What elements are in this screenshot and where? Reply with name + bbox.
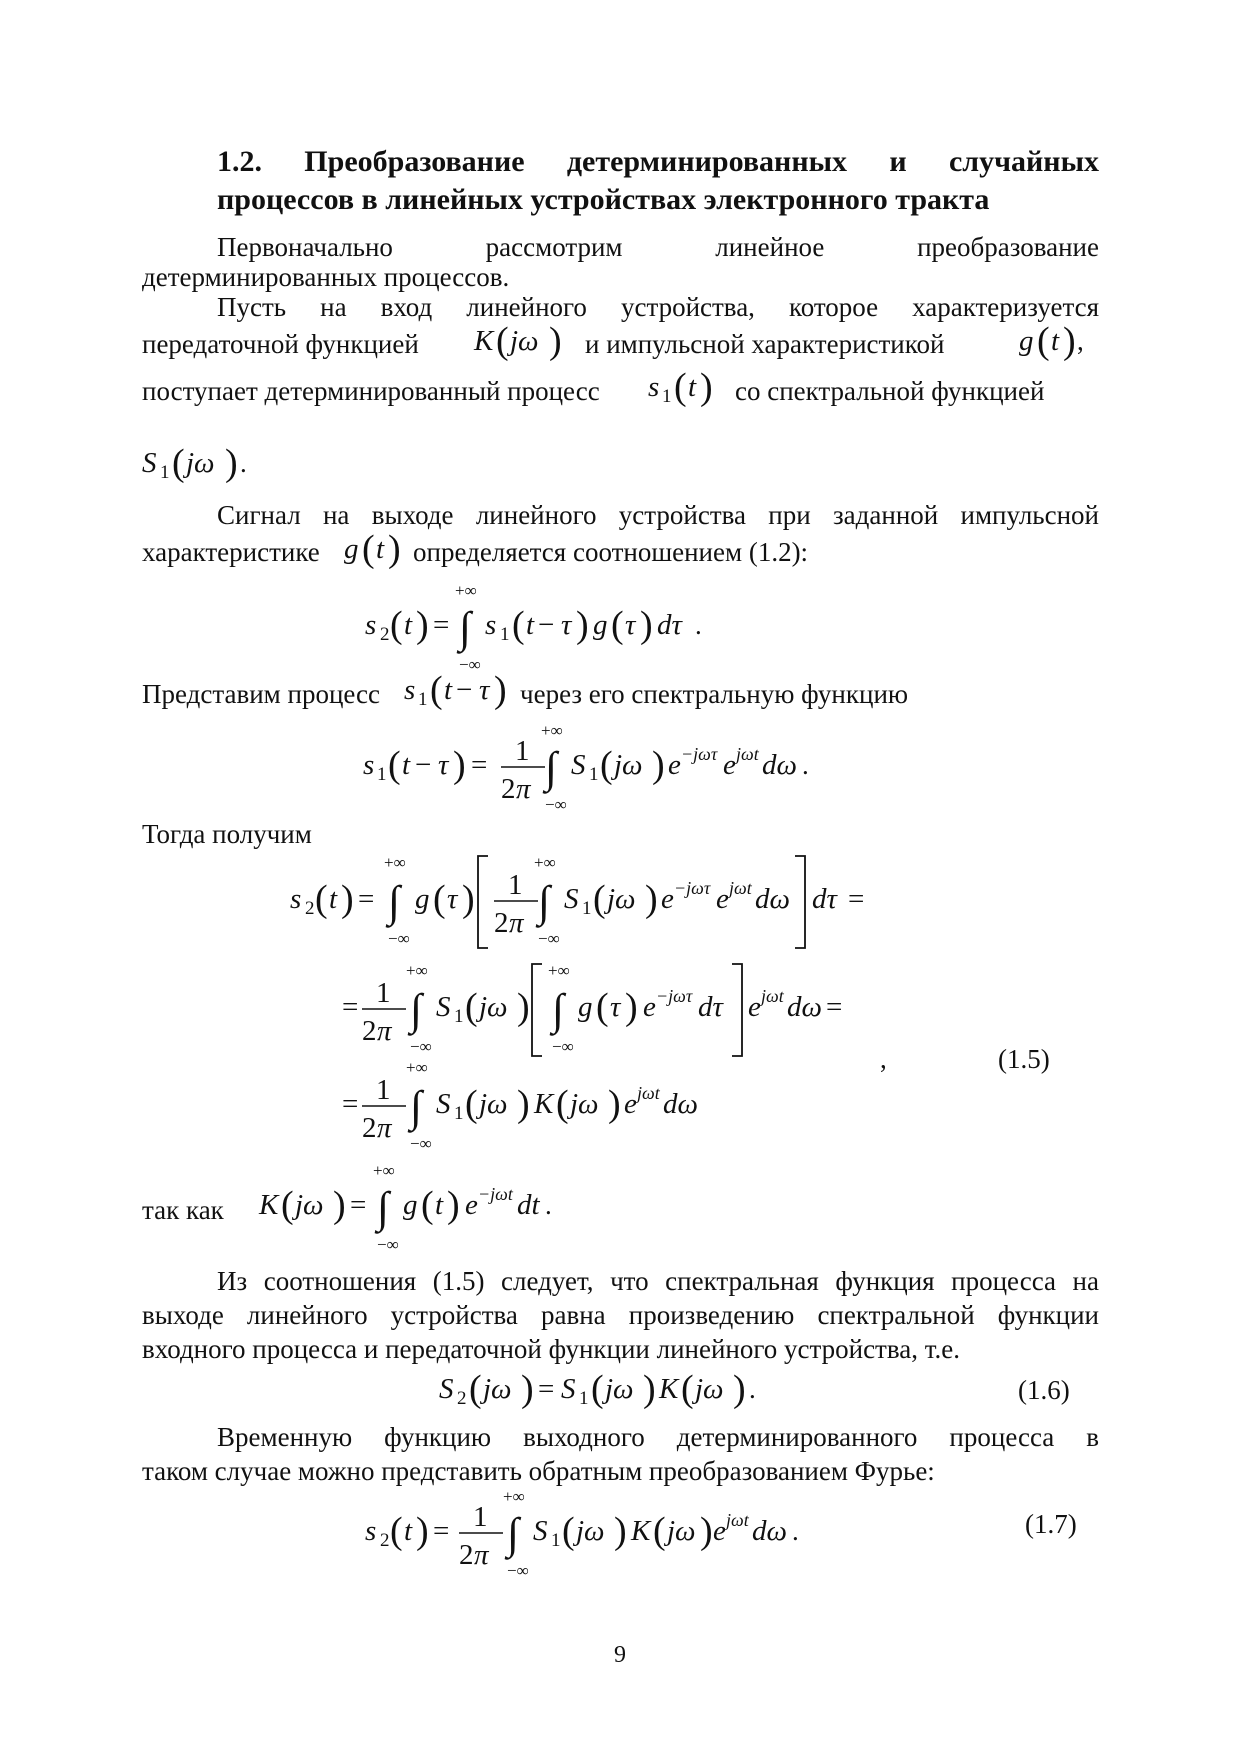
- svg-text:e: e: [723, 749, 736, 781]
- svg-text:s: s: [485, 609, 497, 641]
- svg-text:S: S: [436, 1088, 451, 1120]
- svg-text:): ): [640, 604, 653, 646]
- equation-1-7: [355, 1484, 875, 1584]
- paragraph-3-line2b: определяется соотношением (1.2):: [413, 537, 809, 567]
- svg-text:K: K: [259, 1189, 279, 1221]
- inline-impulse-response: [1015, 318, 1105, 368]
- section-title-line2: процессов в линейных устройствах электронного тракта: [217, 183, 990, 216]
- svg-text:.: .: [792, 1516, 799, 1546]
- svg-text:jω: jω: [605, 1373, 634, 1405]
- svg-text:(: (: [512, 604, 525, 646]
- svg-text:): ): [341, 878, 354, 920]
- svg-text:(: (: [562, 1510, 575, 1552]
- svg-text:=: =: [848, 883, 865, 915]
- svg-text:+∞: +∞: [534, 853, 556, 872]
- svg-text:τ: τ: [561, 609, 572, 641]
- svg-text:+∞: +∞: [406, 1058, 428, 1077]
- svg-text:dω: dω: [755, 883, 790, 915]
- svg-text:dτ: dτ: [698, 991, 723, 1023]
- svg-text:∫: ∫: [538, 877, 551, 926]
- equation-spectral-representation: [355, 718, 855, 818]
- svg-text:(: (: [674, 366, 687, 408]
- svg-text:): ): [549, 320, 562, 362]
- svg-text:∫: ∫: [459, 603, 472, 652]
- svg-text:K: K: [474, 325, 494, 357]
- svg-text:−jωt: −jωt: [478, 1184, 513, 1204]
- svg-text:−∞: −∞: [388, 929, 410, 948]
- svg-text:−jωτ: −jωτ: [681, 744, 718, 764]
- svg-text:1: 1: [377, 764, 387, 785]
- svg-text:): ): [453, 744, 466, 786]
- svg-text:(: (: [593, 878, 606, 920]
- svg-text:τ: τ: [610, 991, 621, 1023]
- svg-text:+∞: +∞: [384, 853, 406, 872]
- svg-text:∫: ∫: [388, 877, 401, 926]
- svg-text:π: π: [474, 1539, 489, 1571]
- svg-text:e: e: [465, 1189, 478, 1221]
- svg-text:(: (: [281, 1184, 294, 1226]
- svg-text:τ: τ: [625, 609, 636, 641]
- paragraph-3-line2a: характеристике: [142, 537, 320, 567]
- svg-text:=: =: [342, 1088, 359, 1120]
- svg-text:(: (: [556, 1083, 569, 1125]
- svg-text:−∞: −∞: [552, 1037, 574, 1056]
- svg-text:dω: dω: [787, 991, 822, 1023]
- paragraph-1-line1: Первоначально рассмотрим линейное преобразование: [217, 232, 1099, 262]
- svg-text:g: g: [1019, 325, 1034, 357]
- svg-text:S: S: [436, 991, 451, 1023]
- svg-text:jω: jω: [667, 1515, 696, 1547]
- equation-1-5-number: (1.5): [998, 1044, 1050, 1074]
- svg-text:1: 1: [473, 1501, 488, 1533]
- svg-text:=: =: [433, 1515, 450, 1547]
- svg-text:(: (: [611, 604, 624, 646]
- svg-text:): ): [1063, 320, 1076, 362]
- paragraph-8-line1: Временную функцию выходного детерминированного процесса в: [217, 1422, 1099, 1452]
- svg-text:): ): [388, 528, 401, 570]
- svg-text:S: S: [561, 1373, 576, 1405]
- svg-text:): ): [700, 366, 713, 408]
- svg-text:s: s: [363, 749, 375, 781]
- svg-text:−: −: [415, 749, 432, 781]
- svg-text:dτ: dτ: [657, 609, 682, 641]
- svg-text:g: g: [578, 991, 593, 1023]
- svg-text:): ): [521, 1368, 534, 1410]
- svg-text:2: 2: [494, 907, 509, 939]
- svg-text:2: 2: [380, 1530, 390, 1551]
- svg-text:(: (: [469, 1368, 482, 1410]
- svg-text:.: .: [695, 610, 702, 640]
- svg-text:=: =: [350, 1189, 367, 1221]
- svg-text:+∞: +∞: [406, 961, 428, 980]
- svg-text:∫: ∫: [552, 985, 565, 1034]
- svg-text:−∞: −∞: [377, 1235, 399, 1254]
- paragraph-5-line1: Тогда получим: [142, 819, 312, 849]
- svg-text:2: 2: [501, 773, 516, 805]
- svg-text:dω: dω: [663, 1088, 698, 1120]
- svg-text:t: t: [402, 749, 411, 781]
- svg-text:.: .: [240, 448, 247, 478]
- svg-text:s: s: [365, 1515, 377, 1547]
- svg-text:+∞: +∞: [455, 581, 477, 600]
- svg-text:2: 2: [457, 1388, 467, 1409]
- svg-text:): ): [576, 604, 589, 646]
- svg-text:−jωτ: −jωτ: [674, 878, 711, 898]
- svg-text:g: g: [344, 533, 359, 565]
- svg-text:+∞: +∞: [541, 721, 563, 740]
- svg-text:S: S: [142, 447, 157, 479]
- svg-text:): ): [416, 1510, 429, 1552]
- svg-text:.: .: [802, 750, 809, 780]
- svg-text:jω: jω: [570, 1088, 599, 1120]
- svg-text:,: ,: [1077, 326, 1084, 356]
- svg-text:(: (: [600, 744, 613, 786]
- section-title-line1: 1.2. Преобразование детерминированных и случайных: [217, 145, 1099, 178]
- svg-text:g: g: [403, 1189, 418, 1221]
- svg-text:): ): [494, 669, 507, 711]
- svg-text:(: (: [596, 986, 609, 1028]
- equation-1-7-number: (1.7): [1025, 1509, 1077, 1539]
- svg-text:1: 1: [500, 624, 510, 645]
- svg-text:1: 1: [582, 898, 592, 919]
- equation-convolution: [355, 578, 755, 678]
- svg-text:2: 2: [380, 624, 390, 645]
- svg-text:jωt: jωt: [761, 986, 784, 1006]
- svg-text:π: π: [509, 907, 524, 939]
- svg-text:1: 1: [662, 386, 672, 407]
- svg-text:=: =: [342, 991, 359, 1023]
- svg-text:.: .: [545, 1190, 552, 1220]
- svg-text:jω: jω: [510, 325, 539, 357]
- paragraph-2-line3b: со спектральной функцией: [735, 376, 1045, 406]
- paragraph-7-line2: выходе линейного устройства равна произведению спектральной функции: [142, 1300, 1099, 1330]
- svg-text:): ): [608, 1083, 621, 1125]
- page-number: 9: [614, 1642, 626, 1668]
- svg-text:=: =: [433, 609, 450, 641]
- paragraph-7-line1: Из соотношения (1.5) следует, что спектральная функция процесса на: [217, 1266, 1099, 1296]
- svg-text:jωt: jωt: [637, 1083, 660, 1103]
- svg-text:1: 1: [160, 462, 170, 483]
- svg-text:S: S: [533, 1515, 548, 1547]
- svg-text:+∞: +∞: [503, 1487, 525, 1506]
- equation-transfer-function-definition: [255, 1158, 595, 1258]
- svg-text:−∞: −∞: [545, 795, 567, 814]
- svg-text:τ: τ: [447, 883, 458, 915]
- svg-text:g: g: [593, 609, 608, 641]
- equation-1-6: [435, 1362, 795, 1418]
- svg-text:s: s: [404, 674, 416, 706]
- svg-text:(: (: [1037, 320, 1050, 362]
- svg-text:dω: dω: [752, 1515, 787, 1547]
- svg-text:−∞: −∞: [538, 929, 560, 948]
- svg-text:1: 1: [418, 689, 428, 710]
- svg-text:1: 1: [454, 1006, 464, 1027]
- svg-text:−jωτ: −jωτ: [656, 986, 693, 1006]
- svg-text:−: −: [456, 674, 473, 706]
- svg-text:t: t: [404, 609, 413, 641]
- svg-text:1: 1: [579, 1388, 589, 1409]
- svg-text:dτ: dτ: [812, 883, 837, 915]
- svg-text:jω: jω: [483, 1373, 512, 1405]
- svg-text:τ: τ: [479, 674, 490, 706]
- svg-text:=: =: [826, 991, 843, 1023]
- svg-text:(: (: [172, 442, 185, 484]
- svg-text:t: t: [329, 883, 338, 915]
- svg-text:jω: jω: [614, 749, 643, 781]
- svg-text:(: (: [465, 1083, 478, 1125]
- paragraph-2-line3a: поступает детерминированный процесс: [142, 376, 600, 406]
- svg-text:): ): [652, 744, 665, 786]
- svg-text:jω: jω: [576, 1515, 605, 1547]
- svg-text:−∞: −∞: [410, 1037, 432, 1056]
- svg-text:(: (: [433, 878, 446, 920]
- svg-text:e: e: [643, 991, 656, 1023]
- svg-text:(: (: [591, 1368, 604, 1410]
- svg-text:jω: jω: [695, 1373, 724, 1405]
- svg-text:jω: jω: [186, 447, 215, 479]
- svg-text:1: 1: [515, 735, 530, 767]
- svg-text:): ): [447, 1184, 460, 1226]
- svg-text:(: (: [465, 986, 478, 1028]
- svg-text:): ): [416, 604, 429, 646]
- paragraph-4-line1a: Представим процесс: [142, 679, 381, 709]
- svg-text:e: e: [624, 1088, 637, 1120]
- inline-g-t: [340, 526, 410, 576]
- svg-text:2: 2: [305, 898, 315, 919]
- svg-text:s: s: [365, 609, 377, 641]
- svg-text:S: S: [564, 883, 579, 915]
- svg-text:t: t: [435, 1189, 444, 1221]
- svg-text:t: t: [444, 674, 453, 706]
- paragraph-8-line2: таком случае можно представить обратным преобразованием Фурье:: [142, 1456, 935, 1486]
- svg-text:jωt: jωt: [726, 1510, 749, 1530]
- paragraph-2-line1: Пусть на вход линейного устройства, которое характеризуется: [217, 292, 1099, 322]
- svg-text:(: (: [496, 320, 509, 362]
- svg-text:t: t: [1051, 325, 1060, 357]
- svg-text:π: π: [516, 773, 531, 805]
- svg-text:∫: ∫: [545, 743, 558, 792]
- svg-text:∫: ∫: [377, 1183, 390, 1232]
- svg-text:(: (: [430, 669, 443, 711]
- svg-text:K: K: [659, 1373, 679, 1405]
- svg-text:1: 1: [376, 1074, 391, 1106]
- svg-text:K: K: [631, 1515, 651, 1547]
- svg-text:e: e: [748, 991, 761, 1023]
- svg-text:): ): [614, 1510, 627, 1552]
- svg-text:jωt: jωt: [729, 878, 752, 898]
- svg-text:): ): [643, 1368, 656, 1410]
- svg-text:+∞: +∞: [373, 1161, 395, 1180]
- paragraph-2-line2a: передаточной функцией: [142, 329, 419, 359]
- svg-text:2: 2: [459, 1539, 474, 1571]
- svg-text:e: e: [716, 883, 729, 915]
- paragraph-2-line2b: и импульсной характеристикой: [585, 329, 945, 359]
- svg-text:jω: jω: [479, 1088, 508, 1120]
- inline-S1-jw: [138, 442, 268, 492]
- equation-1-5: [280, 848, 900, 1178]
- svg-text:(: (: [388, 744, 401, 786]
- svg-text:dt: dt: [517, 1189, 540, 1221]
- svg-text:.: .: [749, 1374, 756, 1404]
- paragraph-1-line2: детерминированных процессов.: [142, 262, 510, 292]
- svg-text:): ): [625, 986, 638, 1028]
- svg-text:jω: jω: [479, 991, 508, 1023]
- svg-text:π: π: [377, 1112, 392, 1144]
- svg-text:s: s: [290, 883, 302, 915]
- svg-text:s: s: [648, 371, 660, 403]
- svg-text:(: (: [653, 1510, 666, 1552]
- svg-text:(: (: [315, 878, 328, 920]
- svg-text:2: 2: [362, 1015, 377, 1047]
- svg-text:K: K: [534, 1088, 554, 1120]
- svg-text:e: e: [668, 749, 681, 781]
- inline-s1-t: [644, 364, 724, 414]
- svg-text:1: 1: [589, 764, 599, 785]
- inline-s1-t-tau: [400, 667, 520, 717]
- svg-text:−: −: [538, 609, 555, 641]
- equation-1-5-comma: ,: [880, 1044, 887, 1074]
- svg-text:1: 1: [551, 1530, 561, 1551]
- svg-text:−∞: −∞: [507, 1561, 529, 1580]
- svg-text:dω: dω: [762, 749, 797, 781]
- svg-text:): ): [733, 1368, 746, 1410]
- svg-text:=: =: [358, 883, 375, 915]
- svg-text:jω: jω: [607, 883, 636, 915]
- svg-text:2: 2: [362, 1112, 377, 1144]
- svg-text:S: S: [439, 1373, 454, 1405]
- svg-text:∫: ∫: [507, 1509, 520, 1558]
- svg-text:=: =: [471, 749, 488, 781]
- svg-text:): ): [517, 986, 530, 1028]
- svg-text:t: t: [404, 1515, 413, 1547]
- svg-text:e: e: [713, 1515, 726, 1547]
- svg-text:−∞: −∞: [459, 655, 481, 674]
- svg-text:t: t: [376, 533, 385, 565]
- svg-text:τ: τ: [438, 749, 449, 781]
- svg-text:): ): [333, 1184, 346, 1226]
- svg-text:∫: ∫: [410, 985, 423, 1034]
- svg-text:g: g: [415, 883, 430, 915]
- paragraph-6-line1: так как: [142, 1195, 224, 1225]
- svg-text:): ): [225, 442, 238, 484]
- svg-text:(: (: [362, 528, 375, 570]
- paragraph-4-line1b: через его спектральную функцию: [520, 679, 909, 709]
- svg-text:1: 1: [508, 869, 523, 901]
- svg-text:(: (: [390, 604, 403, 646]
- svg-text:(: (: [681, 1368, 694, 1410]
- svg-text:): ): [517, 1083, 530, 1125]
- inline-transfer-function: [470, 318, 580, 368]
- svg-text:jωt: jωt: [736, 744, 759, 764]
- svg-text:π: π: [377, 1015, 392, 1047]
- svg-text:1: 1: [376, 977, 391, 1009]
- svg-text:): ): [700, 1510, 713, 1552]
- svg-text:(: (: [421, 1184, 434, 1226]
- svg-text:): ): [645, 878, 658, 920]
- svg-text:t: t: [688, 371, 697, 403]
- svg-text:e: e: [661, 883, 674, 915]
- svg-text:=: =: [538, 1373, 555, 1405]
- svg-text:−∞: −∞: [410, 1134, 432, 1153]
- svg-text:t: t: [526, 609, 535, 641]
- paragraph-3-line1: Сигнал на выходе линейного устройства при заданной импульсной: [217, 500, 1099, 530]
- svg-text:(: (: [390, 1510, 403, 1552]
- svg-text:1: 1: [454, 1103, 464, 1124]
- svg-text:jω: jω: [295, 1189, 324, 1221]
- paragraph-7-line3: входного процесса и передаточной функции линейного устройства, т.е.: [142, 1334, 960, 1364]
- svg-text:): ): [462, 878, 475, 920]
- equation-1-6-number: (1.6): [1018, 1375, 1070, 1405]
- svg-text:∫: ∫: [410, 1082, 423, 1131]
- svg-text:+∞: +∞: [548, 961, 570, 980]
- svg-text:S: S: [571, 749, 586, 781]
